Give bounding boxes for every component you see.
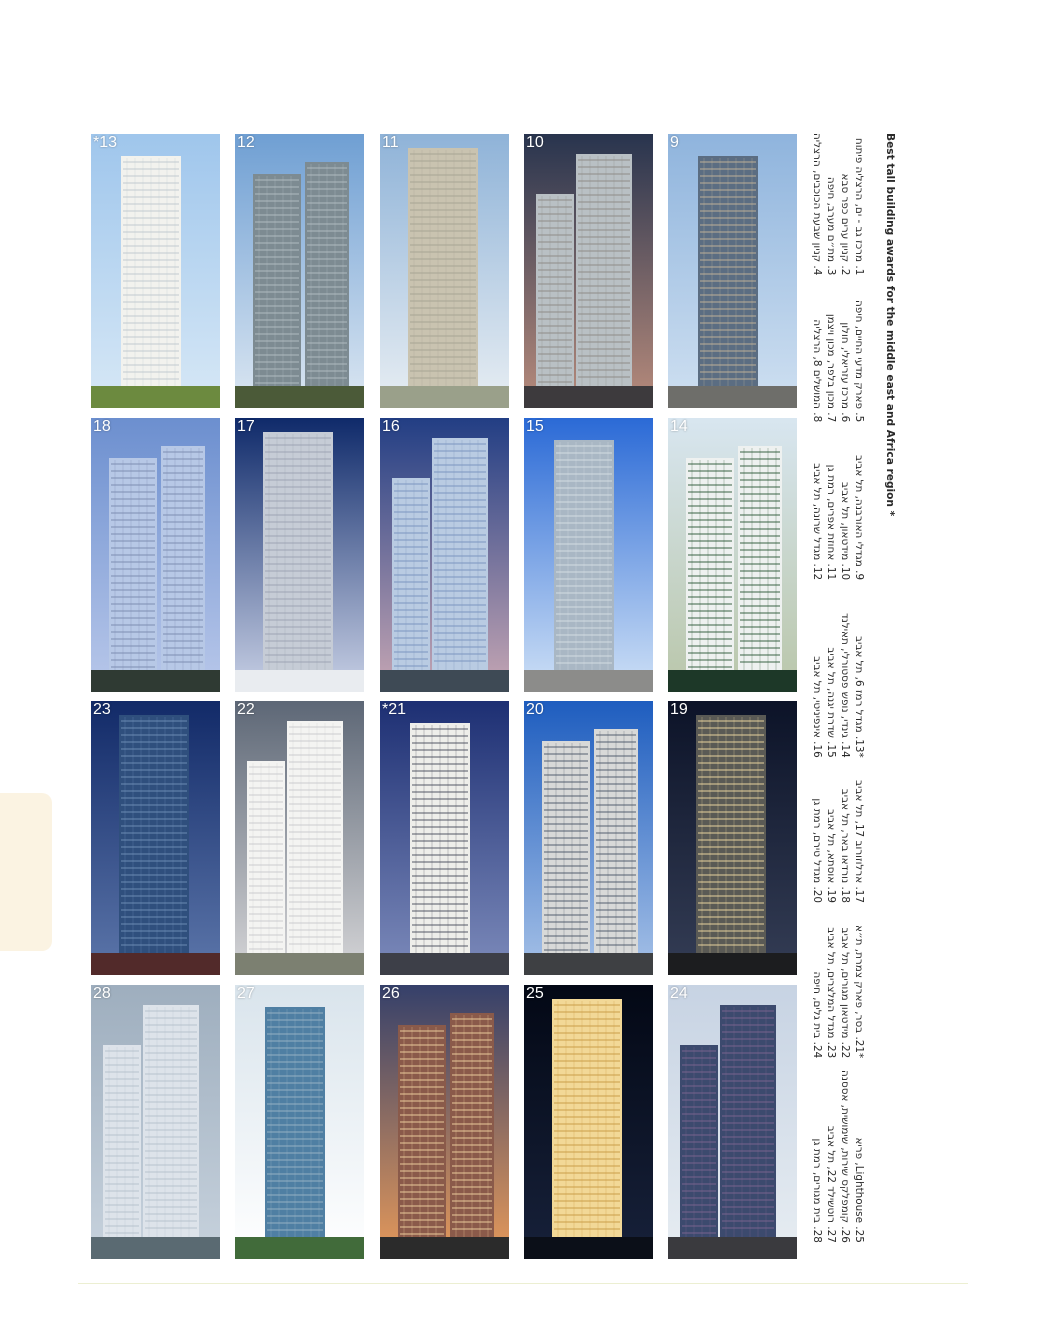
legend-entry: Lighthouse .25, פריא <box>853 1137 865 1243</box>
bottom-divider <box>78 1283 968 1284</box>
legend-entry: 14. גינדי, נופש פסטורלי, תאילנד <box>839 613 851 758</box>
building-photo <box>380 134 509 408</box>
building-photo <box>91 985 220 1259</box>
building-photo <box>668 701 797 975</box>
building-number: 26 <box>382 985 400 1002</box>
building-number: 12 <box>237 134 255 151</box>
legend-entry: 5. פארק מדעי החיים, חיפה <box>853 300 865 423</box>
building-photo <box>91 134 220 408</box>
legend-entry: *13. מגדל רמז 6, תל אביב <box>853 636 865 758</box>
building-photo <box>235 985 364 1259</box>
building-number: 27 <box>237 985 255 1002</box>
building-number: 18 <box>93 418 111 435</box>
award-footnote: Best tall building awards for the middle east and Africa region * <box>884 133 896 517</box>
building-number: 14 <box>670 418 688 435</box>
building-number: *21 <box>382 701 407 718</box>
legend-entry: 4. קניון שבעת הכוכבים, הרצליה <box>811 133 823 276</box>
building-number: 20 <box>526 701 544 718</box>
legend-entry: 28. בית מגורים, רמת גן <box>811 1138 823 1243</box>
building-photo <box>668 134 797 408</box>
building-photo <box>524 701 653 975</box>
building-number: 25 <box>526 985 544 1002</box>
legend-entry: 20. מגדל טירם, רמת גן <box>811 798 823 903</box>
building-number: 10 <box>526 134 544 151</box>
building-number: 28 <box>93 985 111 1002</box>
building-number: 17 <box>237 418 255 435</box>
building-photo <box>235 134 364 408</box>
legend-entry: 23. מגדל המלצרים, תל אביב <box>825 927 837 1059</box>
legend-entry: 12. מגדל שרונה, תל אביב <box>811 463 823 581</box>
legend-entry: 9. מגדלי האורבנה, תל אביב <box>853 455 865 581</box>
legend-group <box>810 300 866 422</box>
building-photo <box>380 985 509 1259</box>
legend-entry: 15. שדרת יגנה, תל אביב <box>825 647 837 758</box>
building-photo <box>524 418 653 692</box>
building-number: 24 <box>670 985 688 1002</box>
legend-entry: 3. מת״ם מערב, חיפה <box>825 176 837 276</box>
legend-entry: 2. קניון ערים כפר סבא <box>839 173 851 276</box>
building-number: 23 <box>93 701 111 718</box>
legend-group <box>810 455 866 580</box>
building-number: 11 <box>382 134 399 151</box>
legend-group <box>810 613 866 758</box>
legend-group <box>810 780 866 903</box>
legend-entry: 26. קומפלקס שירות, שימושית, אססנה <box>839 1070 851 1243</box>
building-photo <box>668 418 797 692</box>
legend-entry: *21. בסר, פארק צמרת, ת״א <box>853 925 865 1059</box>
building-number: 9 <box>670 134 679 151</box>
legend-entry: 19. אוסתא, תל אביב <box>825 808 837 903</box>
building-photo <box>524 134 653 408</box>
building-photo <box>235 418 364 692</box>
legend-entry: 10. מידטאון, תל אביב <box>839 481 851 581</box>
building-photo <box>91 418 220 692</box>
building-photo <box>380 418 509 692</box>
legend-entry: 8. המושלים 8, הרצליה <box>811 319 823 423</box>
building-photo <box>380 701 509 975</box>
legend-entry: 22. מידטאון מגורים, תל אביב <box>839 927 851 1059</box>
legend-entry: 7. מכון בלפר, מכון ויצמן <box>825 313 837 423</box>
legend-entry: 18. נורדאו באר, תל אביב <box>839 788 851 903</box>
legend-group <box>810 133 866 275</box>
building-number: 16 <box>382 418 400 435</box>
building-number: 22 <box>237 701 255 718</box>
legend-entry: 17. ארלוזורוב 17, תל אביב <box>853 780 865 903</box>
legend-entry: 27. רוטשילד 22, תל אביב <box>825 1125 837 1243</box>
building-number: 19 <box>670 701 688 718</box>
legend-group <box>810 1070 866 1243</box>
building-number: 15 <box>526 418 544 435</box>
legend-entry: 1. מרכז גב - ים, הרצליה פיתוח <box>853 137 865 276</box>
legend-entry: 6. מרכז עזריאלי, חולון <box>839 322 851 423</box>
building-number: *13 <box>93 134 118 151</box>
legend-group <box>810 925 866 1058</box>
building-photo <box>91 701 220 975</box>
legend-entry: 24. בית גלים, חיפה <box>811 971 823 1059</box>
building-photo <box>668 985 797 1259</box>
legend-entry: 16. אינפיניטי, תל אביב <box>811 656 823 758</box>
building-photo <box>235 701 364 975</box>
building-photo <box>524 985 653 1259</box>
legend-entry: 11. אחוזת אפרים, רמת גן <box>825 464 837 581</box>
